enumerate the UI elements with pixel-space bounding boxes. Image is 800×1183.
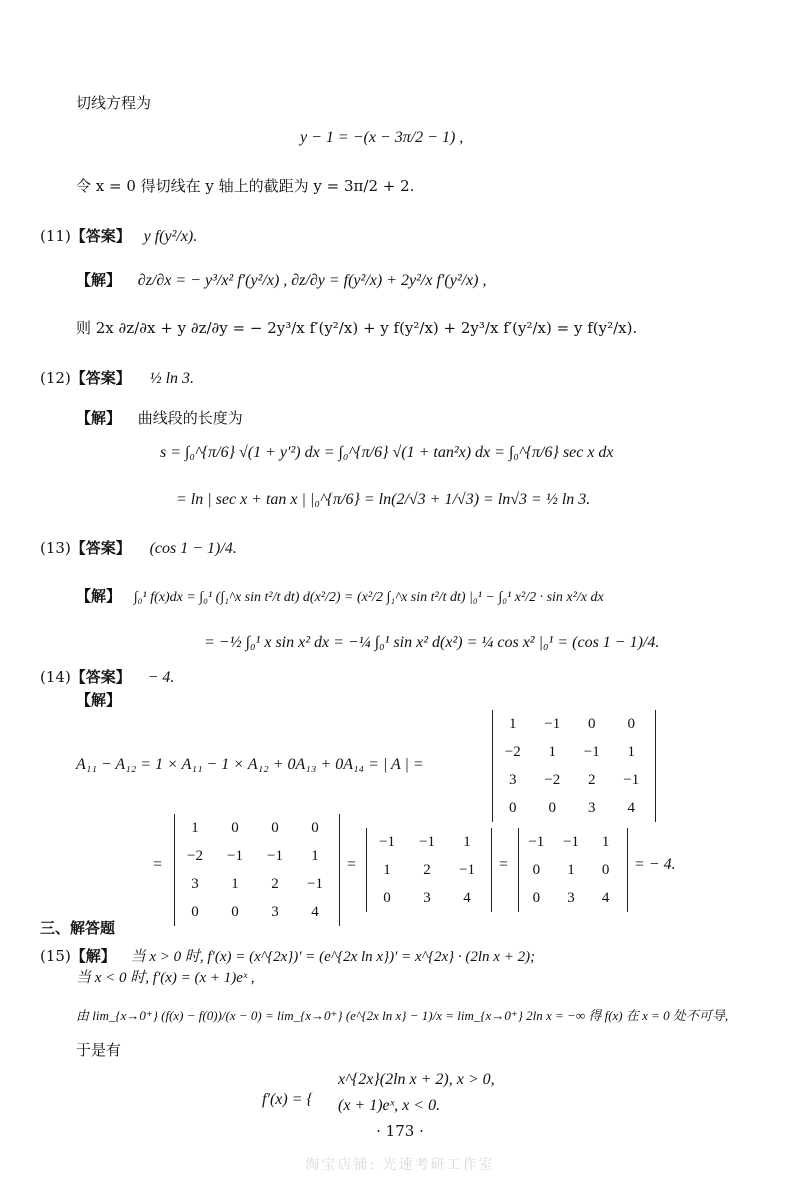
problem-number: (15) (40, 947, 71, 965)
solution-15 (40, 946, 535, 967)
answer-value: (cos 1 − 1)/4. (149, 540, 237, 557)
answer-tag: 【答案】 (70, 668, 131, 686)
matrix-cell: 1 (383, 861, 391, 878)
matrix-cell: 0 (383, 889, 391, 906)
matrix-row (493, 710, 651, 738)
matrix-cell: 3 (423, 889, 431, 906)
problem-number: (12) (40, 369, 71, 387)
answer-value: − 4. (147, 669, 175, 686)
solution-derivative-negative: 当 x < 0 时, f′(x) = (x + 1)eˣ , (76, 970, 255, 986)
matrix-cell: −2 (544, 771, 561, 788)
matrix-cell: 0 (548, 799, 556, 816)
matrix-cell: 1 (509, 715, 517, 732)
equation-arc-length-result: = ln | sec x + tan x | |₀^{π/6} = ln(2/√3 + 1/√3) = ln√3 = ½ ln 3. (176, 491, 591, 508)
matrix-row (367, 828, 487, 856)
answer-13 (40, 538, 237, 559)
problem-number: (13) (40, 539, 71, 557)
equation-tangent-line: y − 1 = −(x − 3π/2 − 1) , (300, 129, 464, 146)
matrix-row (175, 842, 335, 870)
solution-partials: ∂z/∂x = − y³/x² f′(y²/x) , ∂z/∂y = f(y²/x) + 2y²/x f′(y²/x) , (137, 272, 487, 289)
matrix-row (367, 856, 487, 884)
watermark: 淘宝店铺: 光速考研工作室 (305, 1157, 495, 1173)
determinant-4 (518, 828, 628, 912)
matrix-cell: −1 (459, 861, 475, 878)
matrix-row (493, 794, 651, 822)
solution-tag: 【解】 (76, 587, 122, 605)
solution-integral: ∫₀¹ f(x)dx = ∫₀¹ (∫₁^x sin t²/t dt) d(x²/2) = (x²/2 ∫₁^x sin t²/t dt) |₀¹ − ∫₀¹ x²/2 · sin x²/x dx (133, 590, 604, 605)
matrix-cell: −1 (563, 833, 579, 850)
section-heading: 三、解答题 (40, 919, 116, 937)
matrix-cell: 4 (627, 799, 635, 816)
matrix-cell: −1 (419, 833, 435, 850)
text-thus: 于是有 (76, 1041, 122, 1059)
matrix-row (175, 870, 335, 898)
problem-number: (14) (40, 668, 71, 686)
matrix-cell: 1 (463, 833, 471, 850)
matrix-cell: −1 (544, 715, 561, 732)
matrix-cell: 1 (191, 819, 199, 836)
answer-12 (40, 368, 194, 389)
matrix-row (519, 856, 623, 884)
matrix-row (493, 766, 651, 794)
determinant-1 (492, 710, 656, 822)
equals-sign: = (152, 856, 163, 873)
matrix-cell: −1 (307, 875, 323, 892)
text-intercept: 令 x = 0 得切线在 y 轴上的截距为 y = 3π/2 + 2. (76, 177, 415, 195)
solution-derivative-positive: 当 x > 0 时, f′(x) = (x^{2x})′ = (e^{2x ln x})′ = x^{2x} · (2ln x + 2); (130, 949, 536, 965)
matrix-cell: 3 (567, 889, 575, 906)
matrix-cell: −1 (528, 833, 545, 850)
matrix-cell: −1 (379, 833, 395, 850)
matrix-cell: −2 (504, 743, 521, 760)
matrix-cell: 0 (271, 819, 279, 836)
matrix-cell: 2 (423, 861, 431, 878)
matrix-cell: −1 (623, 771, 640, 788)
matrix-row (519, 828, 623, 856)
answer-tag: 【答案】 (70, 369, 131, 387)
equation-integral-result: = −½ ∫₀¹ x sin x² dx = −¼ ∫₀¹ sin x² d(x²) = ¼ cos x² |₀¹ = (cos 1 − 1)/4. (204, 634, 660, 651)
equation-arc-length: s = ∫₀^{π/6} √(1 + y′²) dx = ∫₀^{π/6} √(1 + tan²x) dx = ∫₀^{π/6} sec x dx (160, 444, 614, 461)
answer-14 (40, 667, 174, 688)
matrix-cell: 0 (231, 819, 239, 836)
matrix-cell: 0 (311, 819, 319, 836)
solution-tag: 【解】 (70, 947, 116, 965)
answer-11 (40, 226, 197, 247)
determinant-2 (174, 814, 340, 926)
equation-cofactor-sum: A₁₁ − A₁₂ = 1 × A₁₁ − 1 × A₁₂ + 0A₁₃ + 0A₁₄ = | A | = (76, 756, 424, 773)
matrix-cell: 0 (627, 715, 635, 732)
text-tangent-equation-intro: 切线方程为 (76, 94, 152, 112)
solution-limit: 由 lim_{x→0⁺} (f(x) − f(0))/(x − 0) = lim_{x→0⁺} (e^{2x ln x} − 1)/x = lim_{x→0⁺} 2ln x = −∞ 得 f(x) 在 x = 0 处不可导, (76, 1008, 729, 1023)
matrix-cell: 1 (601, 833, 610, 850)
matrix-cell: 3 (588, 799, 596, 816)
matrix-row (367, 884, 487, 912)
solution-11-result: 则 2x ∂z/∂x + y ∂z/∂y = − 2y³/x f′(y²/x) + y f(y²/x) + 2y³/x f′(y²/x) = y f(y²/x). (76, 319, 638, 337)
answer-tag: 【答案】 (70, 227, 131, 245)
equals-sign: = (498, 856, 509, 873)
matrix-cell: 3 (191, 875, 199, 892)
matrix-cell: 1 (231, 875, 239, 892)
page-number: · 173 · (376, 1122, 424, 1140)
solution-12 (76, 408, 243, 428)
determinant-3 (366, 828, 492, 912)
answer-value: ½ ln 3. (149, 370, 195, 387)
answer-value: y f(y²/x). (143, 228, 198, 245)
matrix-cell: 0 (588, 715, 596, 732)
piecewise-case-1: x^{2x}(2ln x + 2), x > 0, (338, 1071, 495, 1088)
matrix-cell: 0 (231, 903, 239, 920)
matrix-cell: 0 (601, 861, 610, 878)
matrix-row (175, 898, 335, 926)
solution-11 (76, 270, 486, 291)
matrix-cell: 4 (311, 903, 319, 920)
matrix-row (493, 738, 651, 766)
matrix-cell: 1 (567, 861, 575, 878)
matrix-cell: 2 (588, 771, 596, 788)
matrix-row (519, 884, 623, 912)
solution-13 (76, 586, 604, 608)
piecewise-case-2: (x + 1)eˣ, x < 0. (338, 1097, 441, 1114)
matrix-cell: 0 (532, 889, 541, 906)
matrix-cell: −1 (583, 743, 600, 760)
matrix-cell: −1 (267, 847, 283, 864)
matrix-cell: −2 (187, 847, 203, 864)
solution-tag: 【解】 (76, 271, 122, 289)
solution-text: 曲线段的长度为 (137, 409, 243, 427)
matrix-cell: 1 (627, 743, 635, 760)
matrix-cell: 0 (191, 903, 199, 920)
matrix-cell: −1 (227, 847, 243, 864)
matrix-row (175, 814, 335, 842)
matrix-cell: 2 (271, 875, 279, 892)
matrix-cell: 1 (311, 847, 319, 864)
matrix-cell: 0 (509, 799, 517, 816)
solution-tag: 【解】 (76, 409, 122, 427)
matrix-cell: 4 (463, 889, 471, 906)
matrix-cell: 0 (532, 861, 541, 878)
matrix-cell: 1 (548, 743, 556, 760)
piecewise-lhs: f′(x) = { (262, 1091, 313, 1108)
problem-number: (11) (40, 227, 71, 245)
solution-tag-14: 【解】 (76, 691, 122, 709)
matrix-cell: 3 (509, 771, 517, 788)
matrix-cell: 4 (601, 889, 610, 906)
equation-final-value: = − 4. (634, 856, 676, 873)
matrix-cell: 3 (271, 903, 279, 920)
equals-sign: = (346, 856, 357, 873)
answer-tag: 【答案】 (70, 539, 131, 557)
